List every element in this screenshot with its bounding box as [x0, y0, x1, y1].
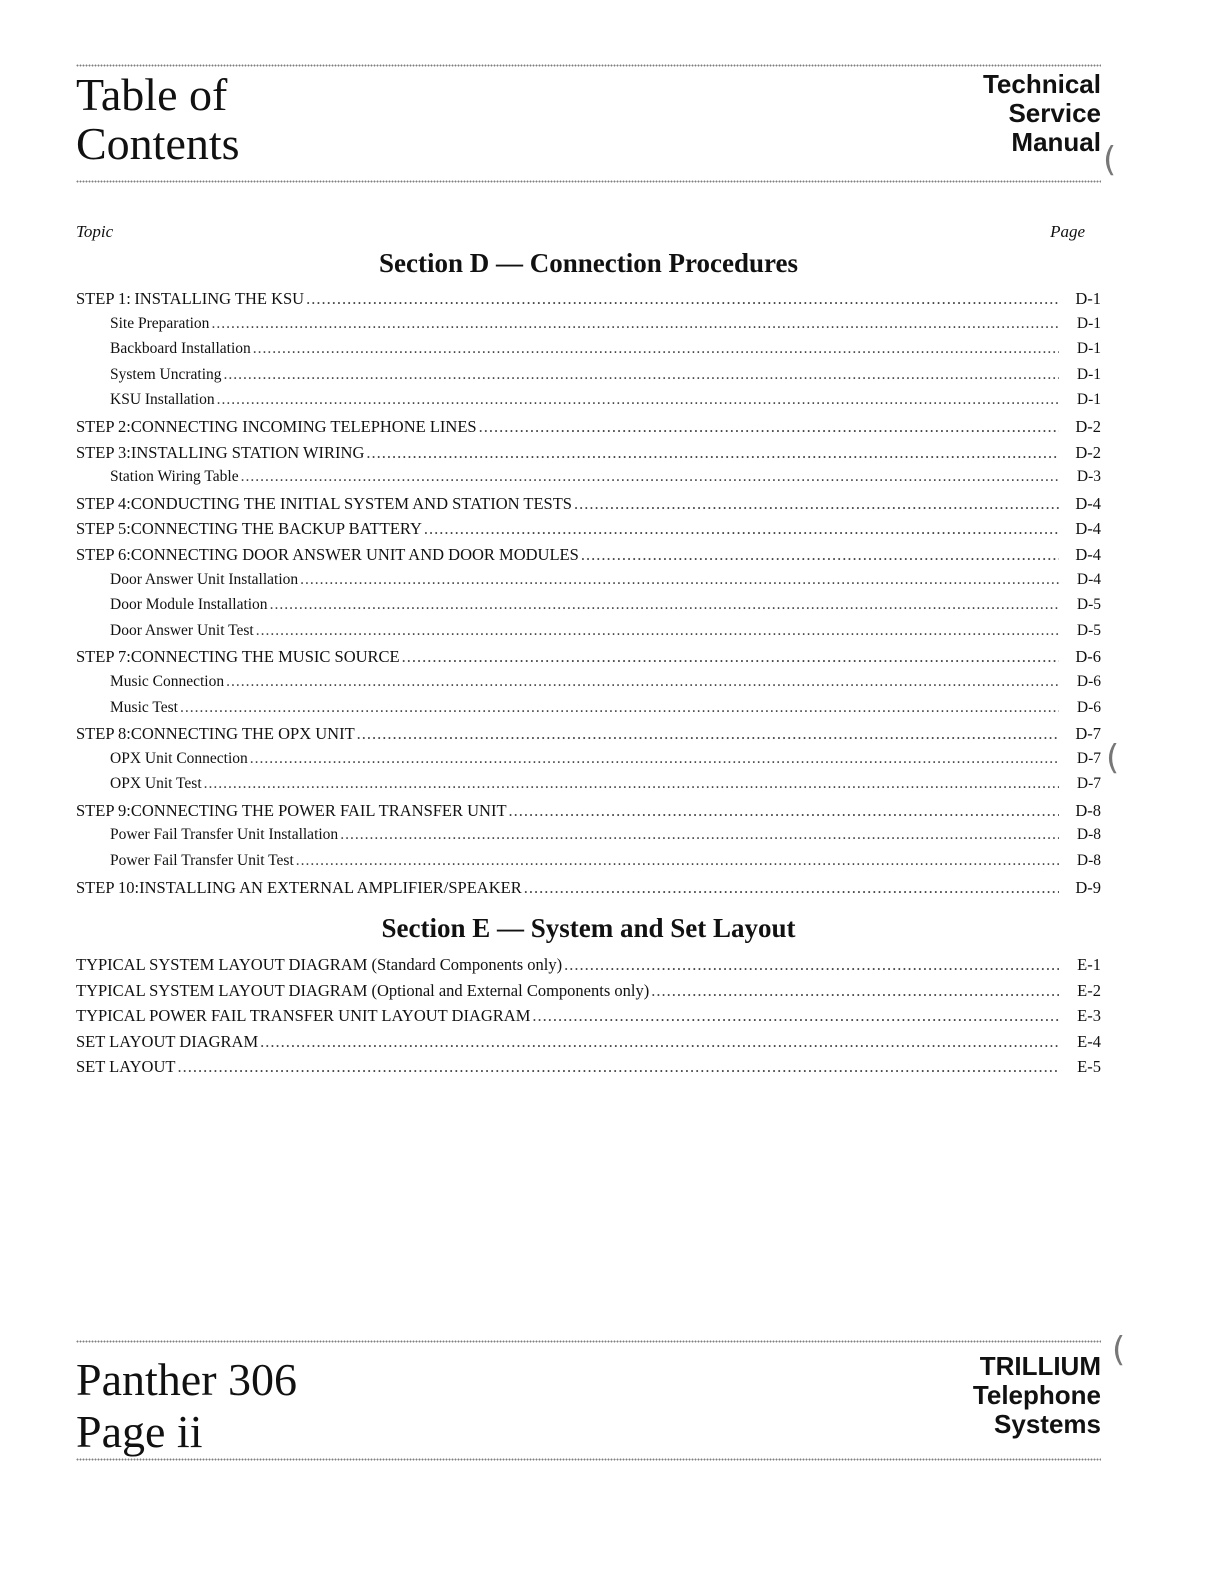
dot-leader: [524, 878, 1059, 898]
toc-page-number: D-5: [1076, 596, 1101, 614]
toc-page-number: D-2: [1075, 442, 1101, 462]
dot-leader: [357, 724, 1059, 744]
toc-entry: [76, 443, 1101, 469]
toc-entry: [76, 750, 1101, 776]
toc-entry-title: KSU Installation: [110, 391, 215, 409]
toc-entry: [76, 801, 1101, 827]
toc-entry-title: TYPICAL POWER FAIL TRANSFER UNIT LAYOUT DIAGRAM: [76, 1006, 531, 1026]
toc-entry: [76, 545, 1101, 571]
toc-page-number: D-1: [1076, 365, 1101, 383]
toc-page-number: D-2: [1075, 416, 1101, 436]
dot-leader: [177, 1057, 1059, 1077]
toc-page-number: D-6: [1076, 672, 1101, 690]
toc-page-number: D-6: [1076, 698, 1101, 716]
dot-leader: [260, 1032, 1059, 1052]
toc-entry: [76, 340, 1101, 366]
toc-page-number: D-4: [1075, 544, 1101, 564]
manual-name-line2: Service: [1008, 98, 1101, 128]
toc-step-number: STEP 10:: [76, 877, 140, 897]
toc-entry-title: Door Module Installation: [110, 596, 268, 614]
dot-leader: [256, 622, 1059, 640]
toc-entry: [76, 724, 1101, 750]
toc-entry: [76, 826, 1101, 852]
toc-entry: [76, 878, 1101, 904]
toc-entry: [76, 468, 1101, 494]
toc-step-number: STEP 1:: [76, 289, 131, 308]
toc-entry-title: OPX Unit Test: [110, 775, 202, 793]
toc-step-number: STEP 5:: [76, 519, 131, 539]
manual-name-line1: Technical: [982, 69, 1101, 99]
toc-page-number: D-9: [1075, 877, 1101, 897]
dot-leader: [253, 340, 1059, 358]
toc-entry: [76, 289, 1101, 315]
toc-entry: [76, 494, 1101, 520]
toc-page-number: D-6: [1075, 647, 1101, 667]
toc-entry: [76, 391, 1101, 417]
toc-page-number: E-1: [1077, 955, 1101, 974]
section-d-entries: [76, 289, 1101, 903]
dot-leader: [306, 289, 1059, 309]
toc-page-number: D-8: [1076, 826, 1101, 844]
toc-entry: [76, 775, 1101, 801]
dot-leader: [217, 391, 1059, 409]
toc-entry: [76, 673, 1101, 699]
footer-bottom-rule: [76, 1458, 1101, 1461]
manual-name-line3: Manual: [1011, 127, 1101, 157]
toc-page-number: E-5: [1077, 1057, 1101, 1077]
toc-entry: [76, 981, 1101, 1007]
toc-entry-title: SET LAYOUT: [76, 1057, 176, 1077]
section-e-title: Section E — System and Set Layout: [381, 913, 796, 943]
toc-page-number: D-3: [1076, 468, 1101, 486]
header-bottom-rule: [76, 180, 1101, 183]
toc-entry-title: OPX Unit Connection: [110, 749, 248, 767]
dot-leader: [564, 955, 1059, 975]
toc-entry: [76, 366, 1101, 392]
toc-entry: [76, 519, 1101, 545]
toc-entry-title: Backboard Installation: [110, 340, 251, 358]
toc-page-number: D-1: [1076, 314, 1101, 332]
toc-entry-title: SET LAYOUT DIAGRAM: [76, 1031, 259, 1051]
toc-page-number: E-4: [1077, 1031, 1101, 1051]
toc-entry-title: Music Test: [110, 698, 178, 716]
header-top-rule: [76, 64, 1101, 67]
dot-leader: [402, 647, 1059, 667]
margin-paren-mark: (: [1103, 140, 1117, 180]
dot-leader: [509, 801, 1059, 821]
toc-entry-title: CONDUCTING THE INITIAL SYSTEM AND STATION TESTS: [130, 493, 572, 513]
dot-leader: [424, 519, 1059, 539]
toc-page-number: D-7: [1075, 724, 1101, 744]
toc-entry: [76, 622, 1101, 648]
toc-entry-title: System Uncrating: [110, 365, 222, 383]
footer-page-label: Page ii: [76, 1406, 203, 1457]
dot-leader: [241, 468, 1059, 486]
toc-page-number: E-2: [1077, 980, 1101, 1000]
toc-entry-title: CONNECTING THE POWER FAIL TRANSFER UNIT: [130, 800, 507, 820]
toc-entry-title: Power Fail Transfer Unit Test: [110, 852, 294, 870]
dot-leader: [479, 417, 1059, 437]
toc-entry: [76, 417, 1101, 443]
toc-page-number: D-8: [1076, 852, 1101, 870]
footer-company-line3: Systems: [994, 1409, 1101, 1439]
margin-paren-mark: (: [1106, 738, 1120, 778]
toc-entry: [76, 596, 1101, 622]
page-title-line1: Table of: [76, 69, 228, 120]
toc-entry-title: Power Fail Transfer Unit Installation: [110, 826, 339, 844]
footer-top-rule: [76, 1340, 1101, 1343]
toc-entry-title: CONNECTING THE MUSIC SOURCE: [130, 647, 400, 667]
margin-paren-mark: (: [1112, 1330, 1126, 1370]
toc-step-number: STEP 3:: [76, 442, 131, 462]
footer-product-name: Panther 306: [76, 1354, 298, 1405]
toc-page-number: D-1: [1076, 340, 1101, 358]
toc-page-number: D-7: [1076, 749, 1101, 767]
toc-entry: [76, 647, 1101, 673]
dot-leader: [180, 699, 1059, 717]
dot-leader: [366, 443, 1059, 463]
dot-leader: [340, 826, 1059, 844]
toc-entry: [76, 315, 1101, 341]
toc-entry-title: Station Wiring Table: [110, 468, 239, 486]
toc-entry-title: INSTALLING AN EXTERNAL AMPLIFIER/SPEAKER: [139, 877, 522, 897]
toc-page-number: D-5: [1076, 621, 1101, 639]
dot-leader: [300, 571, 1059, 589]
toc-entry: [76, 699, 1101, 725]
toc-entry-title: Site Preparation: [110, 314, 210, 332]
topic-column-label: Topic: [76, 222, 114, 241]
toc-entry-title: CONNECTING THE BACKUP BATTERY: [130, 519, 422, 539]
dot-leader: [226, 673, 1059, 691]
toc-page-number: D-4: [1075, 493, 1101, 513]
manual-name: [983, 70, 1101, 157]
toc-entry-title: INSTALLING THE KSU: [134, 289, 305, 308]
toc-page-number: D-4: [1076, 570, 1101, 588]
footer-product: [76, 1354, 297, 1458]
toc-entry: [76, 1032, 1101, 1058]
dot-leader: [574, 494, 1059, 514]
toc-entry-title: CONNECTING DOOR ANSWER UNIT AND DOOR MODULES: [130, 544, 579, 564]
toc-page-number: D-1: [1075, 289, 1101, 308]
dot-leader: [204, 775, 1059, 793]
footer-company: [973, 1352, 1101, 1439]
toc-page-number: D-8: [1075, 800, 1101, 820]
dot-leader: [224, 366, 1060, 384]
dot-leader: [211, 315, 1059, 333]
toc-entry-title: TYPICAL SYSTEM LAYOUT DIAGRAM (Standard Components only): [76, 955, 563, 974]
dot-leader: [532, 1006, 1059, 1026]
page-column-label: Page: [1050, 222, 1085, 241]
dot-leader: [296, 852, 1059, 870]
toc-step-number: STEP 6:: [76, 544, 131, 564]
footer-company-line2: Telephone: [972, 1380, 1101, 1410]
toc-entry-title: CONNECTING THE OPX UNIT: [130, 724, 355, 744]
toc-page-number: D-4: [1075, 519, 1101, 539]
dot-leader: [270, 596, 1059, 614]
toc-entry-title: CONNECTING INCOMING TELEPHONE LINES: [130, 416, 477, 436]
toc-step-number: STEP 9:: [76, 800, 131, 820]
toc-entry: [76, 852, 1101, 878]
toc-page-number: D-7: [1076, 775, 1101, 793]
toc-entry: [76, 1006, 1101, 1032]
toc-step-number: STEP 2:: [76, 416, 131, 436]
toc-entry-title: Door Answer Unit Installation: [110, 570, 299, 588]
footer-company-line1: TRILLIUM: [979, 1351, 1101, 1381]
toc-step-number: STEP 4:: [76, 493, 131, 513]
toc-page-number: E-3: [1077, 1006, 1101, 1026]
toc-entry: [76, 571, 1101, 597]
section-e-entries: [76, 955, 1101, 1083]
toc-step-number: STEP 7:: [76, 647, 131, 667]
dot-leader: [581, 545, 1059, 565]
toc-entry: [76, 955, 1101, 981]
page-title: [76, 70, 240, 168]
toc-entry-title: Music Connection: [110, 672, 225, 690]
toc-page-number: D-1: [1076, 391, 1101, 409]
toc-entry-title: Door Answer Unit Test: [110, 621, 254, 639]
toc-entry-title: TYPICAL SYSTEM LAYOUT DIAGRAM (Optional and External Components only): [76, 980, 650, 1000]
toc-entry-title: INSTALLING STATION WIRING: [130, 442, 365, 462]
dot-leader: [651, 981, 1059, 1001]
page-title-line2: Contents: [76, 118, 240, 169]
toc-step-number: STEP 8:: [76, 724, 131, 744]
toc-entry: [76, 1057, 1101, 1083]
section-d-title: Section D — Connection Procedures: [379, 248, 798, 278]
dot-leader: [250, 750, 1059, 768]
